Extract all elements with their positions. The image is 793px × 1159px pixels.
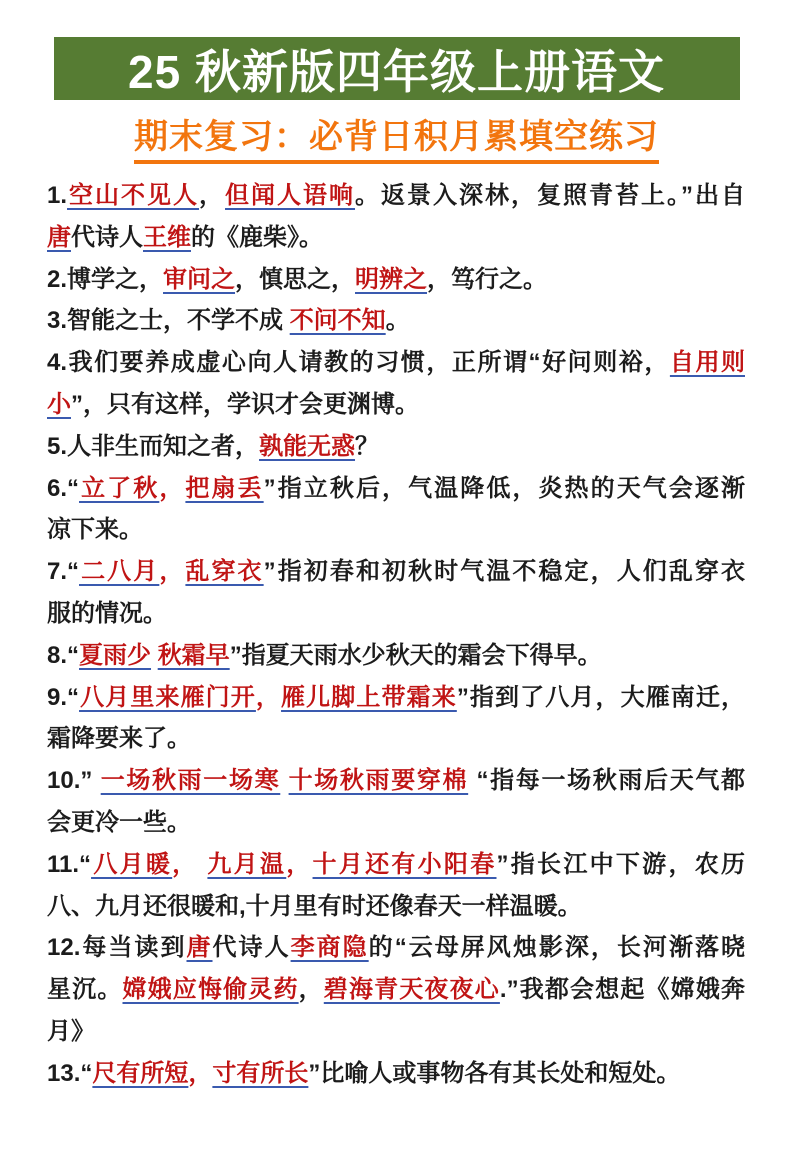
text-line xyxy=(47,677,745,719)
exercise-item xyxy=(47,1053,745,1095)
text-segment: ， xyxy=(199,182,226,209)
exercise-item xyxy=(47,677,745,761)
answer-blank: 一场秋雨一场寒 xyxy=(100,767,281,795)
title-banner xyxy=(54,37,740,100)
answer-blank: 但闻人语响 xyxy=(225,182,356,209)
text-segment: 7.“ xyxy=(47,558,80,586)
answer-blank: 八月里来雁门开 xyxy=(79,683,256,711)
answer-text: ， xyxy=(255,683,282,711)
text-segment: 。 xyxy=(385,307,410,335)
text-segment: .”我都会想起《嫦娥奔 xyxy=(499,976,745,1004)
text-line xyxy=(47,217,745,259)
text-segment: ”，只有这样，学识才会更渊博。 xyxy=(71,390,419,418)
exercise-item xyxy=(47,468,745,552)
answer-text: ， xyxy=(159,474,186,502)
text-line xyxy=(47,509,745,551)
text-line xyxy=(47,300,745,342)
text-line xyxy=(47,1053,745,1095)
text-line xyxy=(47,802,745,844)
text-segment: 8.“ xyxy=(47,641,80,669)
answer-text: ， xyxy=(172,850,208,878)
exercise-item xyxy=(47,342,745,426)
text-line xyxy=(47,593,745,635)
answer-blank: 夏雨少 xyxy=(79,641,152,669)
answer-blank: 碧海青天夜夜心 xyxy=(323,976,500,1004)
subtitle-row xyxy=(0,109,793,164)
answer-blank: 明辨之 xyxy=(355,265,428,293)
answer-blank: 不问不知 xyxy=(289,307,386,335)
text-line xyxy=(47,635,745,677)
exercise-item xyxy=(47,259,745,301)
answer-blank: 自用则 xyxy=(669,349,745,377)
text-segment: 6.“ xyxy=(47,474,80,502)
answer-text: ， xyxy=(159,558,186,586)
text-segment: 霜降要来了。 xyxy=(47,725,191,753)
text-segment: 星沉。 xyxy=(47,976,123,1004)
exercise-item xyxy=(47,426,745,468)
text-segment: 的“云母屏风烛影深，长河渐落晓 xyxy=(368,934,745,962)
answer-blank: 十场秋雨要穿棉 xyxy=(288,767,469,795)
text-segment: 3.智能之士，不学不成 xyxy=(47,307,290,335)
text-segment: 服的情况。 xyxy=(47,599,167,627)
answer-blank: 寸有所长 xyxy=(212,1059,309,1087)
answer-blank: 嫦娥应悔偷灵药 xyxy=(122,976,299,1004)
exercise-item xyxy=(47,635,745,677)
text-segment xyxy=(280,767,288,794)
text-line xyxy=(47,551,745,593)
answer-blank: 雁儿脚上带霜来 xyxy=(281,683,457,711)
text-segment xyxy=(151,642,158,669)
text-segment: ”指到了八月，大雁南迁， xyxy=(456,683,745,711)
text-segment: ， xyxy=(298,976,324,1004)
text-segment: 代诗人 xyxy=(212,934,291,962)
text-segment: ”指夏天雨水少秋天的霜会下得早。 xyxy=(229,641,602,669)
text-segment: 5.人非生而知之者， xyxy=(47,432,260,460)
answer-blank: 九月温 xyxy=(207,850,287,878)
answer-blank: 立了秋 xyxy=(79,474,160,502)
answer-blank: 尺有所短 xyxy=(92,1059,189,1087)
text-line xyxy=(47,426,745,468)
text-line xyxy=(47,844,745,886)
exercise-item xyxy=(47,844,745,928)
answer-blank: 王维 xyxy=(143,223,191,251)
exercise-list xyxy=(47,175,745,1095)
exercise-item xyxy=(47,175,745,259)
text-segment: ”指初春和初秋时气温不稳定，人们乱穿衣 xyxy=(263,558,745,586)
answer-blank: 唐 xyxy=(47,223,71,251)
answer-blank: 审问之 xyxy=(163,265,236,293)
text-segment: ”比喻人或事物各有其长处和短处。 xyxy=(308,1059,681,1087)
answer-blank: 李商隐 xyxy=(290,934,369,962)
text-segment: 12.每当读到 xyxy=(47,934,187,962)
text-segment: 的《鹿柴》。 xyxy=(191,223,323,251)
text-line xyxy=(47,175,745,217)
text-line xyxy=(47,384,745,426)
text-line xyxy=(47,259,745,301)
text-segment: ？ xyxy=(355,432,380,460)
answer-blank: 秋霜早 xyxy=(157,641,230,669)
text-segment: 月》 xyxy=(47,1017,95,1045)
answer-blank: 唐 xyxy=(186,934,213,962)
exercise-item xyxy=(47,551,745,635)
answer-blank: 孰能无惑 xyxy=(259,432,356,460)
text-segment: 1. xyxy=(47,182,68,209)
answer-text: ， xyxy=(188,1059,213,1087)
text-segment: 八、九月还很暖和,十月里有时还像春天一样温暖。 xyxy=(47,892,582,920)
text-segment: ，笃行之。 xyxy=(427,265,548,293)
page-title: 25 秋新版四年级上册语文 xyxy=(128,45,665,98)
answer-blank: 乱穿衣 xyxy=(185,558,264,586)
answer-blank: 八月暖 xyxy=(91,850,173,878)
text-line xyxy=(47,1011,745,1053)
text-line xyxy=(47,886,745,928)
text-segment: 10.” xyxy=(47,767,101,795)
answer-blank: 小 xyxy=(47,390,71,418)
worksheet-page xyxy=(0,37,793,1159)
text-line xyxy=(47,969,745,1011)
answer-blank: 十月还有小阳春 xyxy=(312,850,497,878)
text-segment: ，慎思之， xyxy=(235,265,356,293)
exercise-item xyxy=(47,760,745,844)
text-segment: 代诗人 xyxy=(71,223,143,251)
text-line xyxy=(47,342,745,384)
text-segment: 11.“ xyxy=(47,850,92,878)
text-segment: 13.“ xyxy=(47,1059,93,1087)
text-segment: “指每一场秋雨后天气都 xyxy=(468,767,745,795)
answer-text: ， xyxy=(286,850,313,878)
text-segment: 凉下来。 xyxy=(47,516,143,544)
exercise-item xyxy=(47,300,745,342)
answer-blank: 二八月 xyxy=(79,558,160,586)
answer-blank: 把扇丢 xyxy=(185,474,264,502)
text-line xyxy=(47,718,745,760)
text-line xyxy=(47,468,745,510)
text-line xyxy=(47,760,745,802)
page-subtitle: 期末复习：必背日积月累填空练习 xyxy=(134,109,659,164)
answer-blank: 空山不见人 xyxy=(67,182,200,209)
text-segment: ”指长江中下游，农历 xyxy=(496,850,745,878)
text-segment: 会更冷一些。 xyxy=(47,808,191,836)
text-segment: 2.博学之， xyxy=(47,265,164,293)
exercise-item xyxy=(47,927,745,1052)
text-line xyxy=(47,927,745,969)
text-segment: ”指立秋后，气温降低，炎热的天气会逐渐 xyxy=(263,474,745,502)
text-segment: 4.我们要养成虚心向人请教的习惯，正所谓“好问则裕， xyxy=(47,349,670,377)
text-segment: 。返景入深林，复照青苔上。”出自 xyxy=(355,182,745,209)
text-segment: 9.“ xyxy=(47,683,80,711)
